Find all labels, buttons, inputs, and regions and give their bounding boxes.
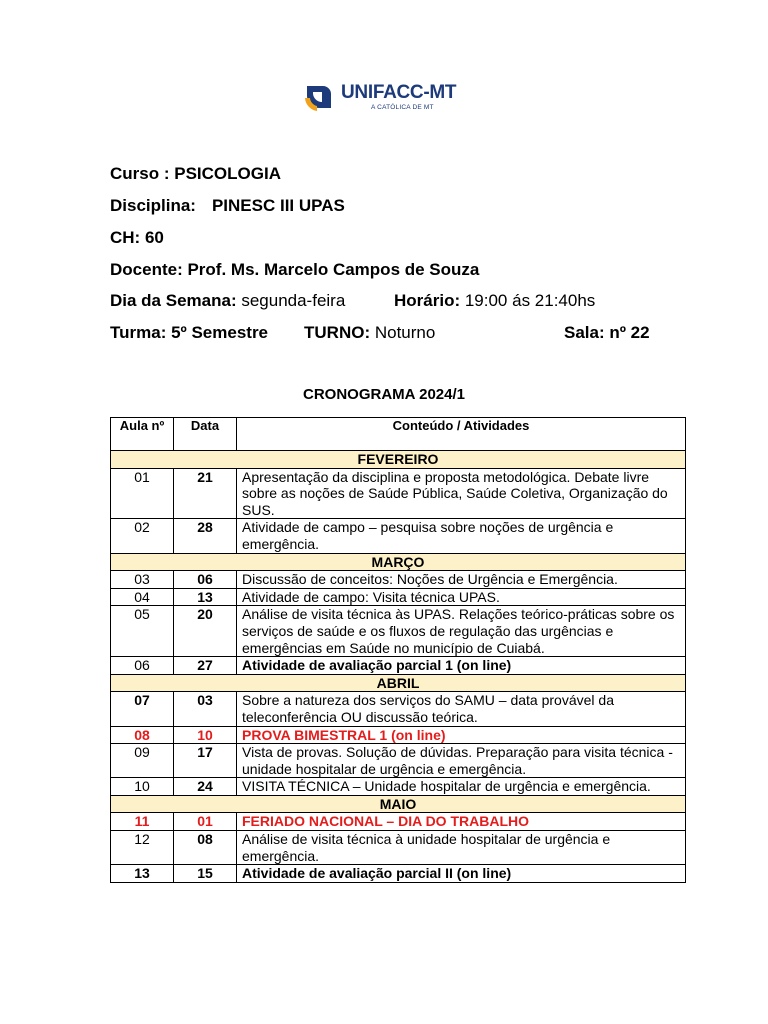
row-conteudo: PROVA BIMESTRAL 1 (on line)	[237, 726, 686, 744]
row-conteudo: Análise de visita técnica à unidade hospitalar de urgência e emergência.	[237, 831, 686, 865]
info-ch	[110, 228, 164, 248]
docente-label: Docente:	[110, 260, 188, 279]
info-turma	[110, 323, 268, 343]
turno-value: Noturno	[370, 323, 436, 342]
row-aula: 12	[111, 831, 174, 865]
month-row	[111, 674, 686, 692]
table-row	[111, 744, 686, 778]
disciplina-value: PINESC III UPAS	[211, 196, 345, 215]
table-header-row	[111, 418, 686, 451]
row-aula: 02	[111, 519, 174, 553]
info-dia	[110, 291, 345, 311]
table-row	[111, 588, 686, 606]
row-data: 08	[174, 831, 237, 865]
horario-label: Horário:	[394, 291, 461, 310]
header-aula: Aula nº	[111, 418, 174, 451]
docente-value: Prof. Ms. Marcelo Campos de Souza	[187, 260, 480, 279]
turma-value: 5º Semestre	[171, 323, 269, 342]
table-row	[111, 813, 686, 831]
row-data: 03	[174, 692, 237, 726]
row-data: 01	[174, 813, 237, 831]
row-aula: 09	[111, 744, 174, 778]
row-data: 06	[174, 571, 237, 589]
table-row	[111, 726, 686, 744]
info-horario	[394, 291, 595, 311]
table-row	[111, 571, 686, 589]
month-row	[111, 795, 686, 813]
turma-label: Turma:	[110, 323, 172, 342]
row-aula: 01	[111, 468, 174, 519]
row-conteudo: Discussão de conceitos: Noções de Urgência e Emergência.	[237, 571, 686, 589]
row-aula: 13	[111, 865, 174, 883]
info-docente	[110, 260, 479, 280]
table-row	[111, 468, 686, 519]
logo-text	[341, 82, 456, 112]
row-conteudo: FERIADO NACIONAL – DIA DO TRABALHO	[237, 813, 686, 831]
month-label: MARÇO	[111, 553, 686, 571]
dia-label: Dia da Semana:	[110, 291, 237, 310]
row-aula: 03	[111, 571, 174, 589]
row-conteudo: Apresentação da disciplina e proposta metodológica. Debate livre sobre as noções de Saúde Pública, Saúde Coletiva, Organização do SUS.	[237, 468, 686, 519]
header-conteudo: Conteúdo / Atividades	[237, 418, 686, 451]
horario-value: 19:00 ás 21:40hs	[460, 291, 596, 310]
row-aula: 08	[111, 726, 174, 744]
row-conteudo: Sobre a natureza dos serviços do SAMU – data provável da teleconferência OU discussão teórica.	[237, 692, 686, 726]
header-data: Data	[174, 418, 237, 451]
month-row	[111, 553, 686, 571]
unifacc-emblem-icon	[303, 82, 333, 112]
curso-label: Curso :	[110, 164, 175, 183]
row-data: 10	[174, 726, 237, 744]
row-conteudo: Análise de visita técnica às UPAS. Relações teórico-práticas sobre os serviços de saúde e os fluxos de regulação das urgências e emergências em Saúde no município de Cuiabá.	[237, 606, 686, 657]
row-data: 28	[174, 519, 237, 553]
row-conteudo: Atividade de campo: Visita técnica UPAS.	[237, 588, 686, 606]
row-aula: 06	[111, 657, 174, 675]
row-data: 15	[174, 865, 237, 883]
logo-tagline: A CATÓLICA DE MT	[371, 104, 434, 111]
month-label: ABRIL	[111, 674, 686, 692]
dia-value: segunda-feira	[236, 291, 346, 310]
row-conteudo: Vista de provas. Solução de dúvidas. Preparação para visita técnica - unidade hospitalar de urgência e emergência.	[237, 744, 686, 778]
cronograma-table	[110, 417, 686, 883]
table-row	[111, 831, 686, 865]
cronograma-title: CRONOGRAMA 2024/1	[303, 386, 465, 403]
sala-value: nº 22	[609, 323, 650, 342]
row-conteudo: Atividade de avaliação parcial II (on line)	[237, 865, 686, 883]
row-conteudo: Atividade de avaliação parcial 1 (on line)	[237, 657, 686, 675]
row-aula: 10	[111, 778, 174, 796]
ch-value: 60	[144, 228, 164, 247]
row-conteudo: VISITA TÉCNICA – Unidade hospitalar de urgência e emergência.	[237, 778, 686, 796]
row-data: 21	[174, 468, 237, 519]
row-aula: 07	[111, 692, 174, 726]
row-data: 17	[174, 744, 237, 778]
table-row	[111, 657, 686, 675]
table-row	[111, 778, 686, 796]
table-row	[111, 519, 686, 553]
info-sala	[564, 323, 650, 343]
row-aula: 11	[111, 813, 174, 831]
table-row	[111, 865, 686, 883]
logo-name: UNIFACC-MT	[341, 82, 457, 103]
row-data: 13	[174, 588, 237, 606]
curso-value: PSICOLOGIA	[174, 164, 281, 183]
info-disciplina	[110, 196, 345, 216]
row-data: 20	[174, 606, 237, 657]
row-data: 27	[174, 657, 237, 675]
unifacc-logo	[303, 82, 456, 118]
info-turno	[304, 323, 435, 343]
row-aula: 04	[111, 588, 174, 606]
month-row	[111, 451, 686, 469]
month-label: MAIO	[111, 795, 686, 813]
table-row	[111, 606, 686, 657]
row-conteudo: Atividade de campo – pesquisa sobre noções de urgência e emergência.	[237, 519, 686, 553]
row-aula: 05	[111, 606, 174, 657]
sala-label: Sala:	[564, 323, 610, 342]
table-row	[111, 692, 686, 726]
row-data: 24	[174, 778, 237, 796]
info-curso	[110, 164, 281, 184]
disciplina-label: Disciplina:	[110, 196, 196, 215]
month-label: FEVEREIRO	[111, 451, 686, 469]
turno-label: TURNO:	[304, 323, 371, 342]
ch-label: CH:	[110, 228, 145, 247]
